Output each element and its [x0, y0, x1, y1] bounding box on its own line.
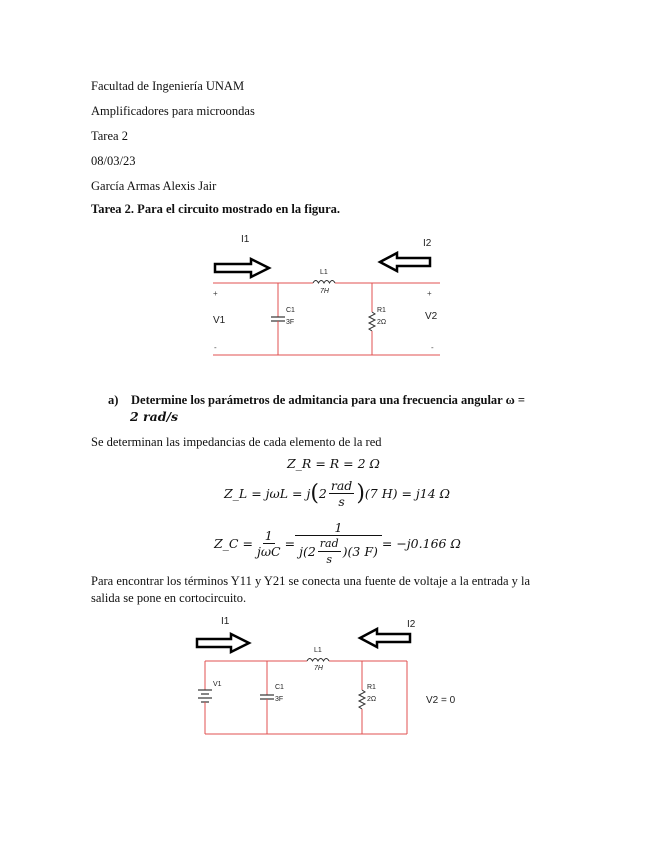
zc-den2-den: s [326, 553, 333, 566]
capacitor-c1-icon [271, 317, 285, 321]
faculty-line: Facultad de Ingeniería UNAM [91, 79, 245, 93]
minus-left: - [214, 343, 217, 352]
i2-arrow-icon [380, 253, 430, 271]
author-line: García Armas Alexis Jair [91, 179, 217, 193]
v2-zero-label: V2 = 0 [426, 695, 456, 706]
r1-value-2: 2Ω [367, 696, 377, 703]
page-title: Tarea 2. Para el circuito mostrado en la figura. [91, 202, 341, 216]
i2-arrow-icon-2 [360, 629, 410, 647]
minus-right: - [431, 343, 434, 352]
zl-num: rad [330, 478, 353, 493]
r1-name: R1 [377, 307, 386, 314]
circuit-diagram-1 [205, 228, 455, 363]
resistor-r1-icon [369, 312, 375, 331]
i1-label-2: I1 [221, 616, 230, 627]
i1-arrow-icon-2 [197, 634, 249, 652]
zc-den1: jωC [256, 544, 281, 559]
equation-zc: Z_C = $\frac{1}{\text{jωC}}$ = 1 j(2 $\frac{\text{rad}}{s}$ )(3 F) = −j0.166 Ω [214, 520, 461, 566]
plus-left: + [213, 289, 218, 298]
date-line: 08/03/23 [91, 154, 136, 168]
l1-name-2: L1 [314, 647, 322, 654]
paragraph-y-line1: Para encontrar los términos Y11 y Y21 se conecta una fuente de voltaje a la entrada y la [91, 574, 531, 588]
zc-lhs: Z_C = [214, 536, 253, 551]
c1-value-2: 3F [275, 696, 284, 703]
inductor-l1-icon-2 [307, 659, 329, 662]
capacitor-c1-icon-2 [260, 695, 274, 699]
l1-name: L1 [320, 269, 328, 276]
zl-den: s [338, 494, 345, 509]
i1-arrow-icon [215, 259, 269, 277]
assignment-line: Tarea 2 [91, 129, 128, 143]
zc-den2-post: )(3 F) [342, 544, 378, 559]
zl-pre: 2 [318, 486, 327, 501]
zc-den2-pre: j(2 [299, 544, 316, 559]
question-a-text-line2: 2 rad/s [130, 409, 179, 424]
zl-mid: (7 H) = j14 Ω [364, 486, 451, 501]
zc-den2-num: rad [319, 537, 339, 550]
voltage-source-v1-icon [198, 690, 212, 702]
l1-value: 7H [320, 288, 329, 295]
resistor-r1-icon-2 [359, 690, 365, 709]
intro-impedances: Se determinan las impedancias de cada elemento de la red [91, 435, 382, 449]
r1-value: 2Ω [377, 319, 387, 326]
inductor-l1-icon [313, 281, 335, 284]
l1-value-2: 7H [314, 665, 323, 672]
v2-label: V2 [425, 311, 438, 322]
v1-label-2: V1 [213, 681, 222, 688]
c1-name-2: C1 [275, 684, 284, 691]
zc-num2: 1 [295, 520, 382, 536]
question-a-label: a) [108, 393, 119, 407]
i1-label: I1 [241, 234, 250, 245]
zc-num1: 1 [264, 528, 273, 543]
zl-lhs: Z_L = jωL = j [224, 486, 311, 501]
i2-label-2: I2 [407, 619, 416, 630]
question-a-text: Determine los parámetros de admitancia para una frecuencia angular ω = [131, 393, 526, 407]
paragraph-y-line2: salida se pone en cortocircuito. [91, 591, 247, 605]
c1-value: 3F [286, 319, 295, 326]
equation-zr: Z_R = R = 2 Ω [287, 456, 380, 471]
equation-zl: Z_L = jωL = j ( 2 $\frac{\text{rad}}{s}$ ) (7 H) = j14 Ω [224, 478, 451, 509]
i2-label: I2 [423, 238, 432, 249]
c1-name: C1 [286, 307, 295, 314]
zc-rhs: = −j0.166 Ω [381, 536, 461, 551]
course-line: Amplificadores para microondas [91, 104, 255, 118]
plus-right: + [427, 289, 432, 298]
circuit-diagram-2 [195, 612, 475, 740]
r1-name-2: R1 [367, 684, 376, 691]
v1-label: V1 [213, 315, 226, 326]
